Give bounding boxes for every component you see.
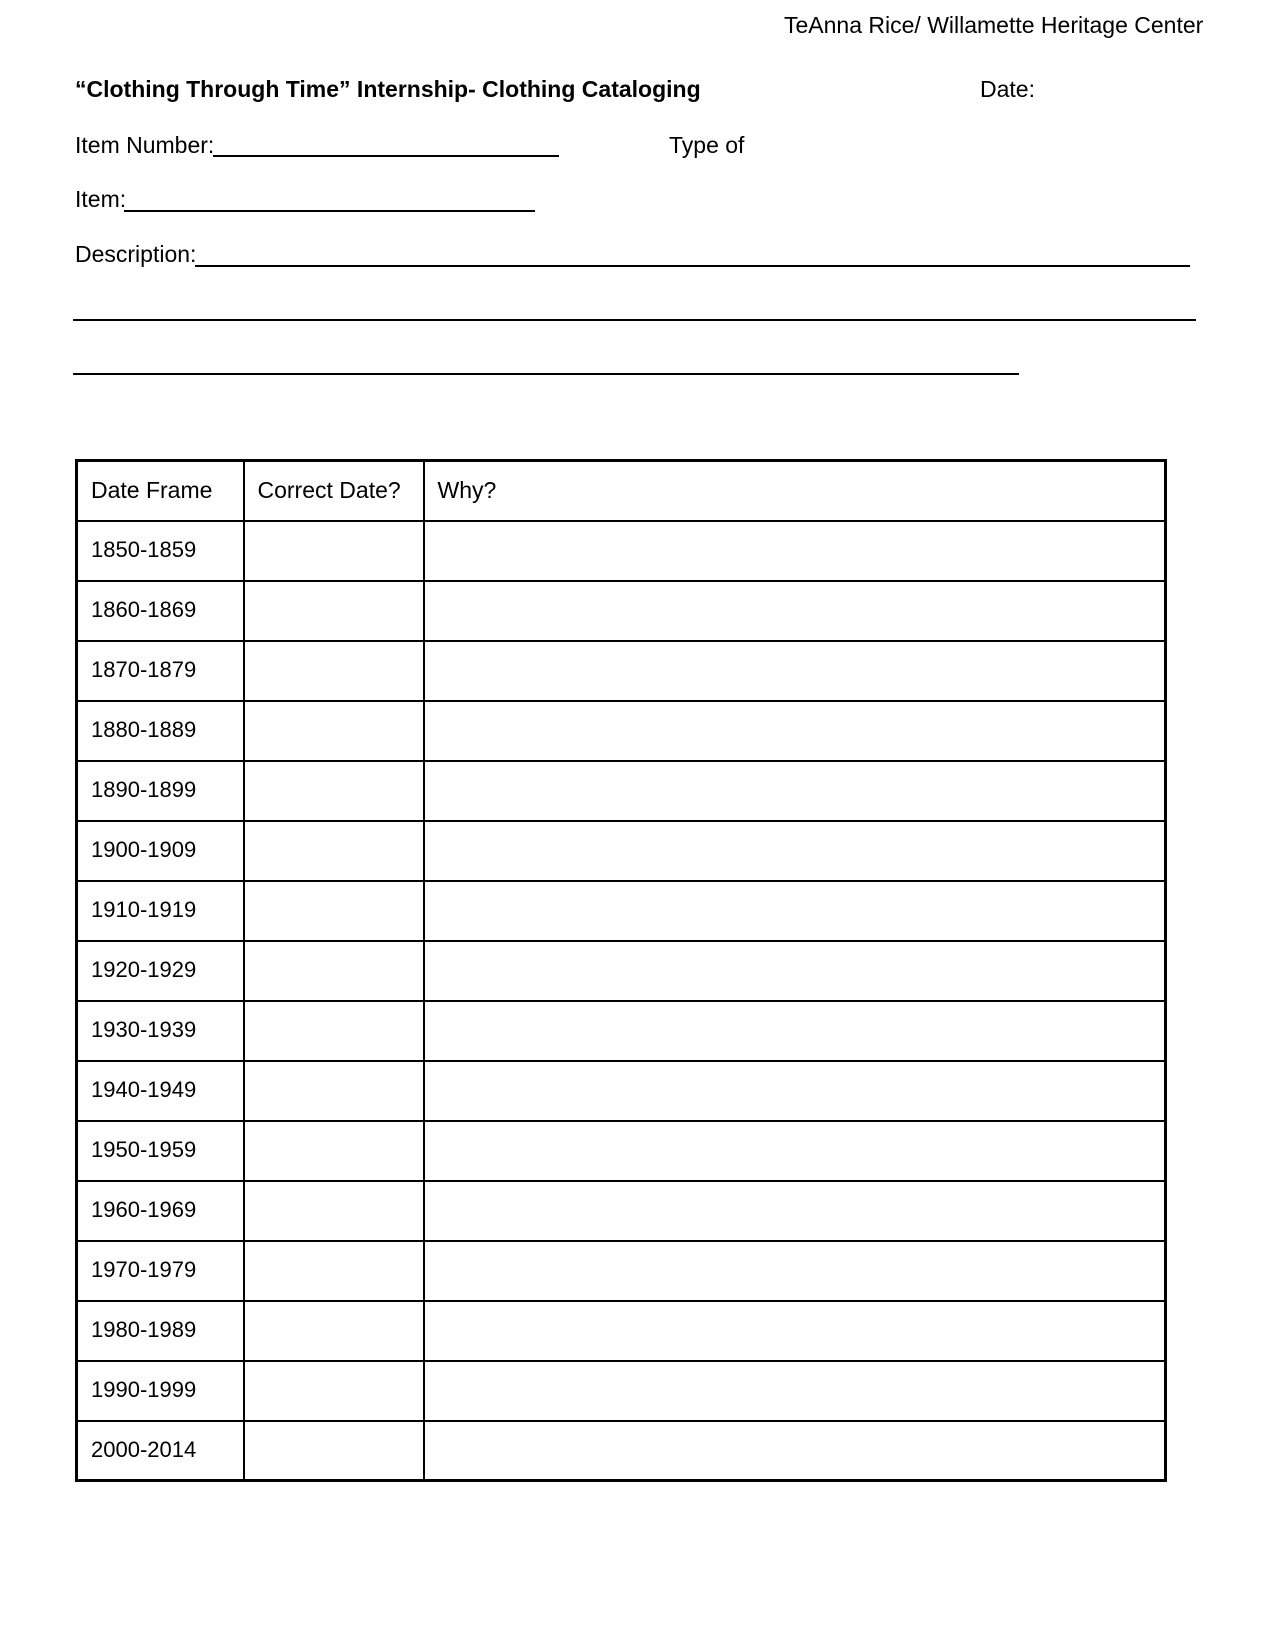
column-header-date-frame: Date Frame xyxy=(77,461,244,521)
why-cell[interactable] xyxy=(424,1001,1166,1061)
date-frame-cell: 1980-1989 xyxy=(77,1301,244,1361)
why-cell[interactable] xyxy=(424,1301,1166,1361)
date-frame-cell: 2000-2014 xyxy=(77,1421,244,1481)
description-field-line-2[interactable] xyxy=(73,319,1196,321)
why-cell[interactable] xyxy=(424,881,1166,941)
date-frame-cell: 1940-1949 xyxy=(77,1061,244,1121)
correct-date-cell[interactable] xyxy=(244,581,424,641)
correct-date-cell[interactable] xyxy=(244,1241,424,1301)
date-label: Date: xyxy=(980,76,1035,102)
why-cell[interactable] xyxy=(424,1421,1166,1481)
date-frame-cell: 1930-1939 xyxy=(77,1001,244,1061)
date-frame-cell: 1860-1869 xyxy=(77,581,244,641)
table-row xyxy=(77,821,1166,881)
correct-date-cell[interactable] xyxy=(244,1301,424,1361)
table-row xyxy=(77,1061,1166,1121)
description-field-line-1[interactable] xyxy=(195,265,1190,267)
table-row xyxy=(77,761,1166,821)
item-label: Item: xyxy=(75,186,127,212)
column-header-correct-date: Correct Date? xyxy=(244,461,424,521)
table-row xyxy=(77,1361,1166,1421)
correct-date-cell[interactable] xyxy=(244,1421,424,1481)
why-cell[interactable] xyxy=(424,1241,1166,1301)
why-cell[interactable] xyxy=(424,521,1166,581)
table-row xyxy=(77,1001,1166,1061)
date-frame-cell: 1900-1909 xyxy=(77,821,244,881)
date-frame-cell: 1970-1979 xyxy=(77,1241,244,1301)
table-row xyxy=(77,1181,1166,1241)
correct-date-cell[interactable] xyxy=(244,1061,424,1121)
table-row xyxy=(77,1301,1166,1361)
why-cell[interactable] xyxy=(424,821,1166,881)
date-frame-cell: 1920-1929 xyxy=(77,941,244,1001)
date-frame-cell: 1880-1889 xyxy=(77,701,244,761)
date-frame-cell: 1950-1959 xyxy=(77,1121,244,1181)
why-cell[interactable] xyxy=(424,761,1166,821)
correct-date-cell[interactable] xyxy=(244,1361,424,1421)
type-of-label: Type of xyxy=(669,132,745,158)
why-cell[interactable] xyxy=(424,701,1166,761)
correct-date-cell[interactable] xyxy=(244,641,424,701)
date-frame-cell: 1850-1859 xyxy=(77,521,244,581)
table-row xyxy=(77,581,1166,641)
date-frame-cell: 1910-1919 xyxy=(77,881,244,941)
why-cell[interactable] xyxy=(424,1121,1166,1181)
correct-date-cell[interactable] xyxy=(244,941,424,1001)
correct-date-cell[interactable] xyxy=(244,821,424,881)
table-header-row xyxy=(77,461,1166,521)
description-field-line-3[interactable] xyxy=(73,373,1019,375)
table-row xyxy=(77,881,1166,941)
table-row xyxy=(77,701,1166,761)
form-title: “Clothing Through Time” Internship- Clothing Cataloging xyxy=(75,76,701,102)
item-number-field[interactable] xyxy=(213,155,559,157)
why-cell[interactable] xyxy=(424,581,1166,641)
why-cell[interactable] xyxy=(424,1361,1166,1421)
table-row xyxy=(77,941,1166,1001)
correct-date-cell[interactable] xyxy=(244,1121,424,1181)
why-cell[interactable] xyxy=(424,1061,1166,1121)
correct-date-cell[interactable] xyxy=(244,1001,424,1061)
date-frame-cell: 1990-1999 xyxy=(77,1361,244,1421)
correct-date-cell[interactable] xyxy=(244,881,424,941)
item-field[interactable] xyxy=(124,210,535,212)
why-cell[interactable] xyxy=(424,1181,1166,1241)
table-row xyxy=(77,641,1166,701)
table-row xyxy=(77,1421,1166,1481)
attribution-text: TeAnna Rice/ Willamette Heritage Center xyxy=(784,12,1204,38)
date-frame-cell: 1890-1899 xyxy=(77,761,244,821)
why-cell[interactable] xyxy=(424,941,1166,1001)
why-cell[interactable] xyxy=(424,641,1166,701)
date-frame-table xyxy=(75,459,1167,1482)
table-row xyxy=(77,1121,1166,1181)
correct-date-cell[interactable] xyxy=(244,521,424,581)
date-frame-cell: 1870-1879 xyxy=(77,641,244,701)
correct-date-cell[interactable] xyxy=(244,761,424,821)
table-row xyxy=(77,1241,1166,1301)
description-label: Description: xyxy=(75,241,197,267)
table-row xyxy=(77,521,1166,581)
correct-date-cell[interactable] xyxy=(244,1181,424,1241)
column-header-why: Why? xyxy=(424,461,1166,521)
correct-date-cell[interactable] xyxy=(244,701,424,761)
item-number-label: Item Number: xyxy=(75,132,215,158)
date-frame-cell: 1960-1969 xyxy=(77,1181,244,1241)
